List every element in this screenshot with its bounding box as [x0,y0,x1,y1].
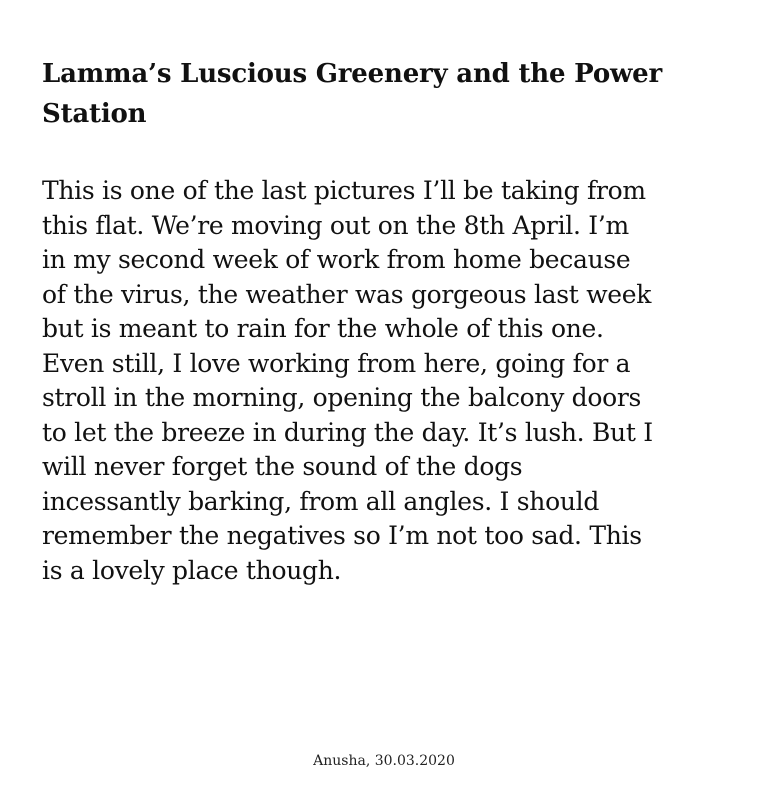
body-line: Even still, I love working from here, going for a [42,348,631,378]
body-line: This is one of the last pictures I’ll be taking from [42,176,646,205]
post-title-line: Lamma’s Luscious Greenery and the Power [42,59,662,89]
body-line: but is meant to rain for the whole of this one. [42,314,604,343]
body-line: remember the negatives so I’m not too sad. This [42,521,642,550]
post-title-line: Station [42,99,147,129]
author-signature: Anusha, 30.03.2020 [313,753,455,769]
post-body [42,174,742,588]
body-line: this flat. We’re moving out on the 8th April. I’m [42,210,629,240]
body-line: stroll in the morning, opening the balcony doors [42,383,642,412]
body-line: of the virus, the weather was gorgeous last week [42,279,652,309]
body-line: to let the breeze in during the day. It’s lush. But I [42,417,653,447]
body-line: incessantly barking, from all angles. I should [42,486,600,516]
body-line: in my second week of work from home because [42,245,631,274]
body-line: is a lovely place though. [42,555,342,585]
post-title [42,54,692,134]
body-line: will never forget the sound of the dogs [42,452,523,481]
